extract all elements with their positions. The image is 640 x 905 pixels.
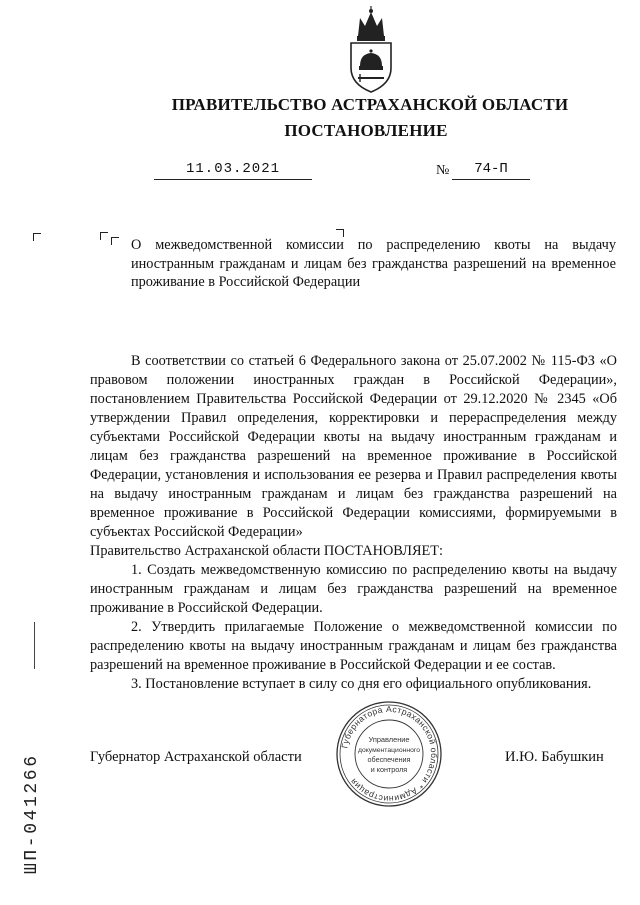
organization-name: ПРАВИТЕЛЬСТВО АСТРАХАНСКОЙ ОБЛАСТИ [171, 95, 569, 114]
document-subject: О межведомственной комиссии по распределению квоты на выдачу иностранным гражданам и лицам без гражданства разрешений на временное проживание в Российской Федерации [131, 237, 616, 290]
corner-mark [111, 237, 119, 245]
margin-line [34, 622, 35, 669]
resolves-paragraph: Правительство Астраханской области ПОСТАНОВЛЯЕТ: [90, 543, 443, 559]
item-1-paragraph: 1. Создать межведомственную комиссию по распределению квоты на выдачу иностранным гражданам и лицам без гражданства разрешений на временное проживание в Российской Федерации. [90, 562, 617, 616]
corner-mark [100, 232, 108, 240]
signer-position: Губернатор Астраханской области [90, 749, 302, 765]
document-type: ПОСТАНОВЛЕНИЕ [284, 121, 448, 140]
stamp-inner-line: документационного [357, 747, 421, 754]
signer-name: И.Ю. Бабушкин [505, 749, 604, 765]
stamp-ring-text: Губернатора Астраханской области * Администрация [339, 703, 440, 805]
item-2-paragraph: 2. Утвердить прилагаемые Положение о межведомственной комиссии по распределению квоты на выдачу иностранным гражданам и лицам без гражданства разрешений на временное проживание в Российской Федерации и ее состав. [90, 619, 617, 673]
stamp-inner-line: и контроля [370, 765, 408, 774]
stamp-inner-line: Управление [368, 735, 410, 744]
coat-of-arms-icon [346, 6, 396, 94]
number-label: № [436, 163, 450, 178]
side-serial-number: ШП-041266 [22, 753, 42, 874]
stamp-inner-line: обеспечения [367, 755, 411, 764]
corner-mark [33, 233, 41, 241]
document-number: 74-П [452, 161, 530, 180]
document-body [90, 352, 617, 694]
item-3-paragraph: 3. Постановление вступает в силу со дня его официального опубликования. [131, 676, 592, 692]
document-date: 11.03.2021 [154, 161, 312, 180]
stamp-seal-icon [335, 700, 443, 808]
preamble-paragraph: В соответствии со статьей 6 Федерального закона от 25.07.2002 № 115-ФЗ «О правовом положении иностранных граждан в Российской Федерации», постановлением Правительства Российской Федерации от 29.12.2020 № 2345 «Об утверждении Правил определения, корректировки и перераспределения между субъектами Российской Федерации квоты на выдачу иностранным гражданам и лицам без гражданства разрешений на временное проживание в Российской Федерации, установления и использования ее резерва и Правил распределения квоты на выдачу иностранным гражданам и лицам без гражданства разрешений на временное проживание в Российской Федерации комиссиями, формируемыми в субъектах Российской Федерации» [90, 353, 617, 540]
